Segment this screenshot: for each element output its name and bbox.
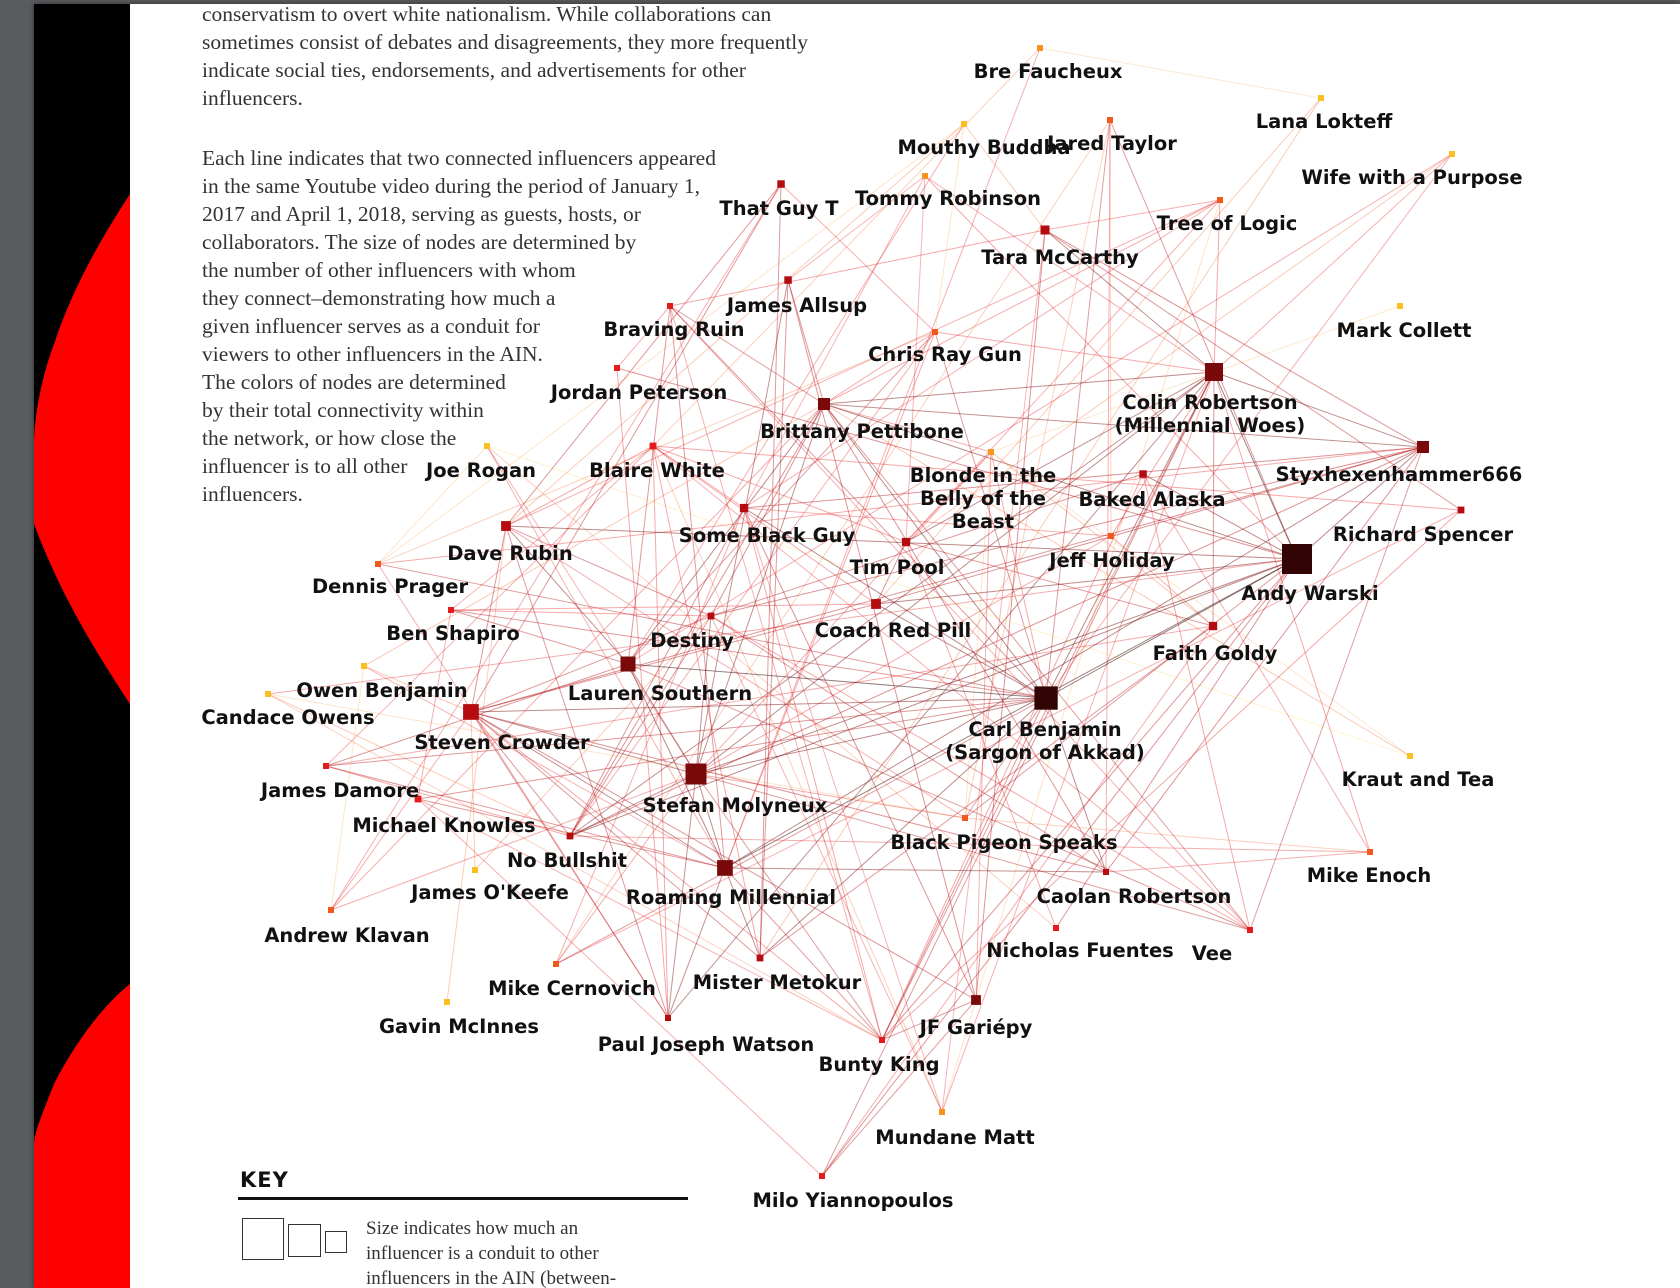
network-node bbox=[708, 613, 715, 620]
network-node bbox=[1139, 470, 1147, 478]
node-label: Dennis Prager bbox=[311, 575, 469, 598]
network-node bbox=[1107, 117, 1113, 123]
network-node bbox=[444, 999, 450, 1005]
network-edge bbox=[1046, 120, 1110, 698]
node-label: Some Black Guy bbox=[678, 524, 856, 547]
node-label: Tommy Robinson bbox=[854, 187, 1042, 210]
node-label: Vee bbox=[1191, 942, 1233, 965]
node-label: Paul Joseph Watson bbox=[597, 1033, 815, 1056]
key-large-square-icon bbox=[242, 1218, 284, 1260]
node-label: Jeff Holiday bbox=[1049, 549, 1175, 572]
node-label: Steven Crowder bbox=[414, 731, 590, 754]
node-label: Bre Faucheux bbox=[973, 60, 1123, 83]
node-label: Andrew Klavan bbox=[264, 924, 430, 947]
network-node bbox=[448, 607, 454, 613]
network-node bbox=[323, 763, 329, 769]
network-node bbox=[879, 1037, 885, 1043]
node-label: Roaming Millennial bbox=[625, 886, 837, 909]
network-node bbox=[1053, 925, 1059, 931]
node-label: Ben Shapiro bbox=[386, 622, 520, 645]
network-edge bbox=[1250, 447, 1423, 930]
network-node bbox=[988, 449, 994, 455]
network-node bbox=[567, 833, 574, 840]
network-edge bbox=[628, 306, 670, 664]
network-node bbox=[962, 815, 968, 821]
network-node bbox=[1458, 507, 1465, 514]
node-label: That Guy T bbox=[719, 197, 839, 220]
network-edge bbox=[725, 447, 1423, 868]
node-label: Wife with a Purpose bbox=[1301, 166, 1523, 189]
node-label: Tree of Logic bbox=[1156, 212, 1298, 235]
node-label: Jordan Peterson bbox=[550, 381, 728, 404]
network-node bbox=[1103, 869, 1109, 875]
network-node bbox=[1108, 533, 1114, 539]
network-edge bbox=[506, 526, 1297, 559]
network-node bbox=[939, 1109, 945, 1115]
influencer-network-diagram bbox=[34, 4, 1680, 1288]
node-label: Owen Benjamin bbox=[296, 679, 468, 702]
network-node bbox=[757, 955, 764, 962]
key-divider bbox=[238, 1197, 688, 1200]
network-node bbox=[665, 1015, 671, 1021]
node-label: Destiny bbox=[650, 629, 734, 652]
network-node bbox=[740, 504, 748, 512]
network-node bbox=[902, 538, 910, 546]
network-node bbox=[1037, 45, 1043, 51]
node-label: Black Pigeon Speaks bbox=[890, 831, 1118, 854]
node-label: Gavin McInnes bbox=[378, 1015, 540, 1038]
node-label: Baked Alaska bbox=[1078, 488, 1226, 511]
node-label: Michael Knowles bbox=[352, 814, 536, 837]
node-label: Kraut and Tea bbox=[1341, 768, 1495, 791]
network-node bbox=[871, 599, 881, 609]
node-label: James O'Keefe bbox=[411, 881, 569, 904]
network-node bbox=[819, 1173, 825, 1179]
network-node bbox=[1397, 303, 1403, 309]
network-node bbox=[375, 561, 381, 567]
node-label: Candace Owens bbox=[201, 706, 375, 729]
network-node bbox=[818, 398, 830, 410]
network-edge bbox=[451, 604, 876, 610]
node-label: Tara McCarthy bbox=[981, 246, 1139, 269]
network-node bbox=[1217, 197, 1223, 203]
node-label: Lauren Southern bbox=[567, 682, 753, 705]
network-node bbox=[667, 303, 673, 309]
intro-paragraph-1: conservatism to overt white nationalism. While collaborations can sometimes consist of debates and disagreements, they more frequently indicate social ties, endorsements, and advertisements for other influencers. bbox=[202, 4, 809, 110]
key-size-description: Size indicates how much an influencer is a conduit to other influencers in the AIN (between- bbox=[366, 1218, 617, 1288]
node-label: Nicholas Fuentes bbox=[986, 939, 1174, 962]
network-node bbox=[1417, 441, 1429, 453]
node-label: Braving Ruin bbox=[603, 318, 745, 341]
network-node bbox=[1282, 544, 1312, 574]
intro-paragraph-2: Each line indicates that two connected influencers appeared in the same Youtube video during the period of January 1, 2017 and April 1, 2018, serving as guests, hosts, or collaborators. The size of nodes are determined by the number of other influencers with whom they connect–demonstrating how much a given influencer serves as a conduit for viewers to other influencers in the AIN. The colors of nodes are determined by their total connectivity within the network, or how close the influencer is to all other influencers. bbox=[202, 146, 716, 506]
network-node bbox=[961, 121, 967, 127]
node-label: Joe Rogan bbox=[425, 459, 537, 482]
node-label: Dave Rubin bbox=[447, 542, 573, 565]
node-label: Mouthy Buddha bbox=[897, 136, 1071, 159]
network-node bbox=[621, 657, 636, 672]
network-node bbox=[1247, 927, 1253, 933]
network-node bbox=[361, 663, 367, 669]
network-node bbox=[484, 443, 490, 449]
network-node bbox=[922, 173, 928, 179]
document-page bbox=[34, 4, 1680, 1288]
key-title: KEY bbox=[240, 1168, 289, 1192]
key-medium-square-icon bbox=[288, 1224, 321, 1257]
node-label: Mister Metokur bbox=[692, 971, 862, 994]
node-label: Brittany Pettibone bbox=[760, 420, 964, 443]
network-node bbox=[1209, 622, 1217, 630]
network-node bbox=[1034, 686, 1057, 709]
network-node bbox=[472, 867, 478, 873]
node-label: No Bullshit bbox=[506, 849, 628, 872]
network-node bbox=[265, 691, 271, 697]
node-label: Carl Benjamin (Sargon of Akkad) bbox=[945, 718, 1145, 764]
node-label: Mike Cernovich bbox=[488, 977, 656, 1000]
network-node bbox=[328, 907, 334, 913]
node-label: Tim Pool bbox=[849, 556, 945, 579]
node-label: Mark Collett bbox=[1336, 319, 1472, 342]
network-node bbox=[553, 961, 559, 967]
node-label: Jared Taylor bbox=[1047, 132, 1177, 155]
node-label: Lana Lokteff bbox=[1255, 110, 1393, 133]
node-label: James Damore bbox=[260, 779, 420, 802]
node-label: Bunty King bbox=[818, 1053, 940, 1076]
network-node bbox=[932, 329, 938, 335]
node-label: Mundane Matt bbox=[875, 1126, 1035, 1149]
network-edge bbox=[570, 508, 744, 836]
node-label: Blonde in the Belly of the Beast bbox=[909, 464, 1057, 533]
network-node bbox=[1367, 849, 1373, 855]
network-node bbox=[1407, 753, 1413, 759]
network-edge bbox=[760, 280, 788, 958]
node-label: Richard Spencer bbox=[1332, 523, 1514, 546]
network-node bbox=[777, 180, 785, 188]
network-node bbox=[650, 443, 657, 450]
node-label: Coach Red Pill bbox=[814, 619, 972, 642]
node-label: Styxhexenhammer666 bbox=[1275, 463, 1523, 486]
node-label: Colin Robertson (Millennial Woes) bbox=[1114, 391, 1306, 437]
node-label: JF Gariépy bbox=[919, 1016, 1033, 1039]
node-label: Stefan Molyneux bbox=[642, 794, 828, 817]
node-label: Faith Goldy bbox=[1152, 642, 1278, 665]
node-label: Blaire White bbox=[589, 459, 725, 482]
network-node bbox=[1449, 151, 1455, 157]
network-node bbox=[614, 365, 620, 371]
network-node bbox=[971, 995, 981, 1005]
node-label: Milo Yiannopoulos bbox=[752, 1189, 954, 1212]
node-label: James Allsup bbox=[726, 294, 868, 317]
network-node bbox=[717, 860, 733, 876]
node-label: Andy Warski bbox=[1241, 582, 1379, 605]
network-node bbox=[1041, 226, 1050, 235]
network-edge bbox=[326, 446, 653, 766]
network-node bbox=[1318, 95, 1324, 101]
node-label: Mike Enoch bbox=[1306, 864, 1432, 887]
network-node bbox=[686, 764, 707, 785]
node-label: Caolan Robertson bbox=[1036, 885, 1232, 908]
network-node bbox=[501, 521, 511, 531]
network-node bbox=[784, 276, 792, 284]
node-label: Chris Ray Gun bbox=[868, 343, 1022, 366]
key-small-square-icon bbox=[325, 1231, 347, 1253]
network-node bbox=[1205, 363, 1223, 381]
network-node bbox=[463, 704, 479, 720]
